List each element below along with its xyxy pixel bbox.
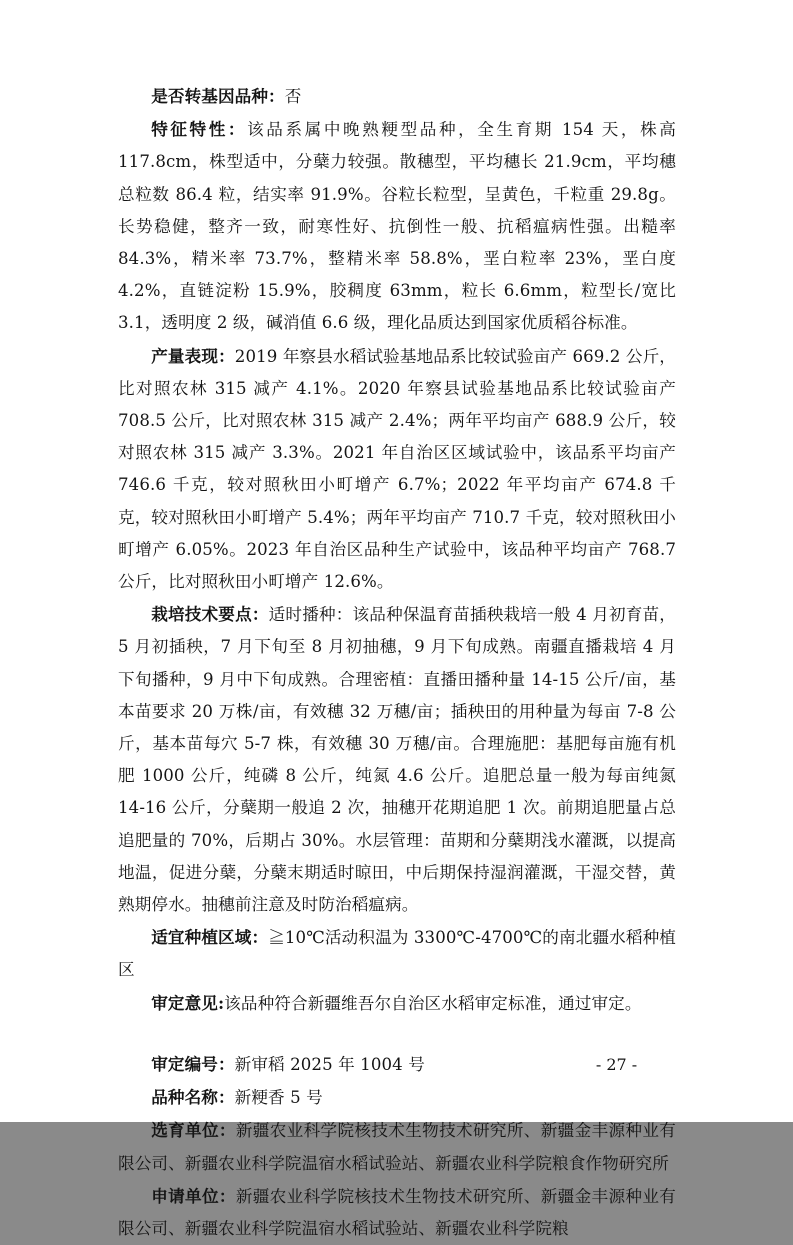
text-breeding-unit: 新疆农业科学院核技术生物技术研究所、新疆金丰源种业有限公司、新疆农业科学院温宿水稻试验站、新疆农业科学院粮食作物研究所 bbox=[118, 1121, 676, 1173]
paragraph-characteristics bbox=[118, 113, 676, 339]
label-opinion: 审定意见: bbox=[151, 992, 225, 1013]
text-cultivation: 适时播种：该品种保温育苗插秧栽培一般 4 月初育苗，5 月初插秧，7 月下旬至 8 月初抽穗，9 月下旬成熟。南疆直播栽培 4 月下旬播种，9 月中下旬成熟。合理密植：直播田播种量 14-15 公斤/亩，基本苗要求 20 万株/亩，有效穗 32 万穗/亩；插秧田的用种量为每亩 7-8 公斤，基本苗每穴 5-7 株，有效穗 30 万穗/亩。合理施肥：基肥每亩施有机肥 1000 公斤，纯磷 8 公斤，纯氮 4.6 公斤。追肥总量一般为每亩纯氮 14-16 公斤，分蘖期一般追 2 次，抽穗开花期追肥 1 次。前期追肥量占总追肥量的 70%，后期占 30%。水层管理：苗期和分蘖期浅水灌溉，以提高地温，促进分蘖，分蘖末期适时晾田，中后期保持湿润灌溉，干湿交替，黄熟期停水。抽穗前注意及时防治稻瘟病。 bbox=[118, 605, 676, 915]
text-approval-number: 新审稻 2025 年 1004 号 bbox=[234, 1054, 425, 1074]
paragraph-yield bbox=[118, 340, 676, 599]
section-divider bbox=[118, 1020, 676, 1048]
paragraph-cultivation bbox=[118, 598, 676, 921]
paragraph-gmo bbox=[118, 80, 676, 113]
text-region: ≧10℃活动积温为 3300℃-4700℃的南北疆水稻种植区 bbox=[118, 928, 676, 980]
label-gmo: 是否转基因品种： bbox=[151, 86, 285, 106]
paragraph-applicant-unit bbox=[118, 1180, 676, 1245]
text-characteristics: 该品系属中晚熟粳型品种，全生育期 154 天，株高 117.8cm，株型适中，分蘖力较强。散穗型，平均穗长 21.9cm，平均穗总粒数 86.4 粒，结实率 91.9%。谷粒长粒型，呈黄色，千粒重 29.8g。长势稳健，整齐一致，耐寒性好、抗倒性一般、抗稻瘟病性强。出糙率 84.3%，精米率 73.7%，整精米率 58.8%，垩白粒率 23%，垩白度 4.2%，直链淀粉 15.9%，胶稠度 63mm，粒长 6.6mm，粒型长/宽比 3.1，透明度 2 级，碱消值 6.6 级，理化品质达到国家优质稻谷标准。 bbox=[118, 120, 676, 333]
text-variety-name: 新粳香 5 号 bbox=[234, 1088, 323, 1108]
page-number-value: - 27 - bbox=[595, 1055, 638, 1074]
label-cultivation: 栽培技术要点： bbox=[151, 604, 269, 625]
paragraph-region bbox=[118, 921, 676, 986]
label-approval-number: 审定编号： bbox=[151, 1053, 235, 1074]
text-gmo: 否 bbox=[284, 87, 302, 106]
paragraph-variety-name bbox=[118, 1081, 676, 1114]
text-yield: 2019 年察县水稻试验基地品系比较试验亩产 669.2 公斤，比对照农林 315 减产 4.1%。2020 年察县试验基地品系比较试验亩产 708.5 公斤，比对照农林 315 减产 2.4%；两年平均亩产 688.9 公斤，较对照农林 315 减产 3.3%。2021 年自治区区域试验中，该品系平均亩产 746.6 千克，较对照秋田小町增产 6.7%；2022 年平均亩产 674.8 千克，较对照秋田小町增产 5.4%；两年平均亩产 710.7 千克，较对照秋田小町增产 6.05%。2023 年自治区品种生产试验中，该品种平均亩产 768.7 公斤，比对照秋田小町增产 12.6%。 bbox=[118, 346, 677, 592]
paragraph-breeding-unit bbox=[118, 1114, 676, 1179]
paragraph-opinion bbox=[118, 987, 676, 1020]
text-applicant-unit: 新疆农业科学院核技术生物技术研究所、新疆金丰源种业有限公司、新疆农业科学院温宿水稻试验站、新疆农业科学院粮 bbox=[118, 1186, 676, 1238]
label-breeding-unit: 选育单位： bbox=[151, 1120, 236, 1141]
label-variety-name: 品种名称： bbox=[151, 1087, 235, 1108]
page-number bbox=[0, 1055, 793, 1074]
text-opinion: 该品种符合新疆维吾尔自治区水稻审定标准，通过审定。 bbox=[224, 993, 642, 1013]
label-characteristics: 特征特性： bbox=[151, 119, 248, 140]
label-applicant-unit: 申请单位： bbox=[151, 1185, 236, 1206]
label-region: 适宜种植区域： bbox=[151, 927, 269, 948]
label-yield: 产量表现： bbox=[151, 345, 235, 366]
